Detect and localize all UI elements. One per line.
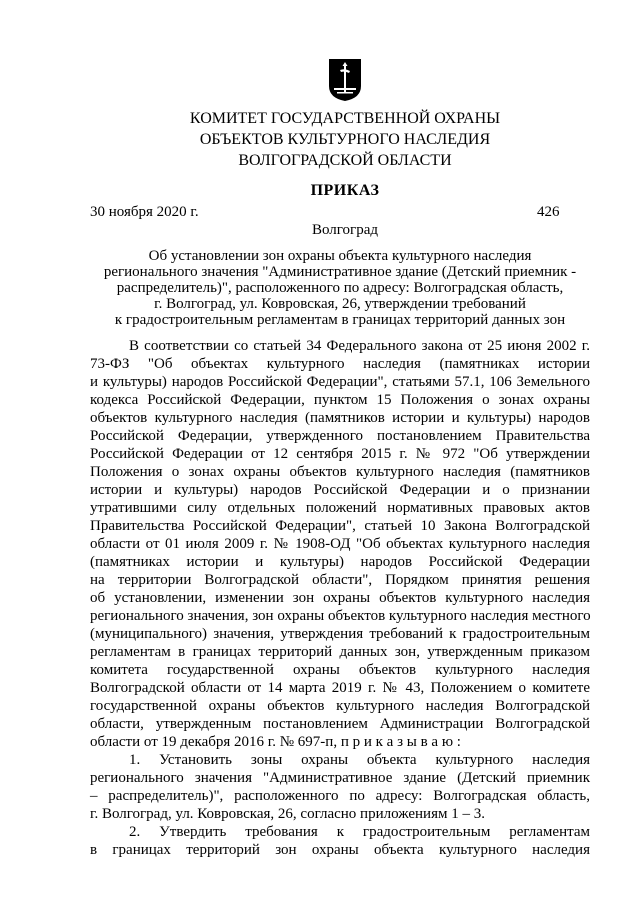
body-line: комитета государственной охраны объектов культурного наследия: [90, 662, 590, 678]
document-date: 30 ноября 2020 г.: [90, 204, 199, 220]
subject-line: распределитель)", расположенного по адресу: Волгоградская область,: [116, 280, 564, 296]
body-line: области от 19 декабря 2016 г. № 697-п, п р и к а з ы в а ю :: [90, 734, 461, 750]
body-line: объектов культурного наследия (памятников истории и культуры) народов: [90, 410, 590, 426]
body-line: области, утвержденным постановлением Администрации Волгоградской: [90, 716, 590, 732]
coat-of-arms-icon: [328, 58, 362, 102]
body-line: (памятниках истории и культуры) народов Российской Федерации: [90, 554, 590, 570]
body-line: регламентам в границах территорий данных зон, утвержденным приказом: [90, 644, 590, 660]
body-line: – распределитель)", расположенного по адресу: Волгоградская область,: [90, 788, 590, 804]
org-line-3: ВОЛГОГРАДСКОЙ ОБЛАСТИ: [238, 152, 452, 169]
body-line: Волгоградской области от 14 марта 2019 г. № 43, Положением о комитете: [90, 680, 590, 696]
body-line: 2. Утвердить требования к градостроительным регламентам: [129, 824, 590, 840]
body-line: в границах территорий зон охраны объекта культурного наследия: [90, 842, 590, 858]
body-line: Российской Федерации, утвержденного постановлением Правительства: [90, 428, 590, 444]
document-city: Волгоград: [311, 222, 378, 238]
subject-line: регионального значения "Административное здание (Детский приемник -: [103, 264, 577, 280]
body-line: и культуры) народов Российской Федерации", статьями 57.1, 106 Земельного: [90, 374, 590, 390]
body-line: об установлении, изменении зон охраны объектов культурного наследия: [90, 590, 590, 606]
document-number: 426: [537, 204, 560, 220]
org-line-2: ОБЪЕКТОВ КУЛЬТУРНОГО НАСЛЕДИЯ: [199, 131, 491, 148]
body-line: на территории Волгоградской области", Порядком принятия решения: [90, 572, 590, 588]
subject-line: Об установлении зон охраны объекта культурного наследия: [148, 248, 532, 264]
body-line: 73-ФЗ "Об объектах культурного наследия (памятниках истории: [90, 356, 590, 372]
body-line: утратившими силу отдельных положений нормативных правовых актов: [90, 500, 590, 516]
org-line-1: КОМИТЕТ ГОСУДАРСТВЕННОЙ ОХРАНЫ: [189, 110, 501, 127]
organization-name: [150, 108, 540, 171]
body-line: области от 01 июля 2009 г. № 1908-ОД "Об объектах культурного наследия: [90, 536, 590, 552]
body-line: Правительства Российской Федерации", статьей 10 Закона Волгоградской: [90, 518, 590, 534]
document-subject: [90, 248, 590, 328]
body-line: регионального значения, зон охраны объектов культурного наследия местного: [90, 608, 591, 624]
body-line: Положения о зонах охраны объектов культурного наследия (памятников: [90, 464, 590, 480]
body-line: г. Волгоград, ул. Ковровская, 26, согласно приложениям 1 – 3.: [90, 806, 485, 822]
document-body: [90, 337, 590, 859]
body-line: (муниципального) значения, утверждения требований к градостроительным: [90, 626, 590, 642]
subject-line: к градостроительным регламентам в границах территорий данных зон: [114, 312, 566, 328]
body-line: Российской Федерации от 12 сентября 2015 г. № 972 "Об утверждении: [90, 446, 590, 462]
body-line: В соответствии со статьей 34 Федерального закона от 25 июня 2002 г.: [129, 338, 590, 354]
body-line: регионального значения "Административное здание (Детский приемник: [90, 770, 590, 786]
body-line: государственной охраны объектов культурного наследия Волгоградской: [90, 698, 590, 714]
body-line: истории и культуры) народов Российской Федерации и о признании: [90, 482, 590, 498]
body-line: кодекса Российской Федерации, пунктом 15 Положения о зонах охраны: [90, 392, 590, 408]
subject-line: г. Волгоград, ул. Ковровская, 26, утверждении требований: [154, 296, 526, 312]
body-line: 1. Установить зоны охраны объекта культурного наследия: [129, 752, 590, 768]
document-type: ПРИКАЗ: [310, 182, 380, 199]
